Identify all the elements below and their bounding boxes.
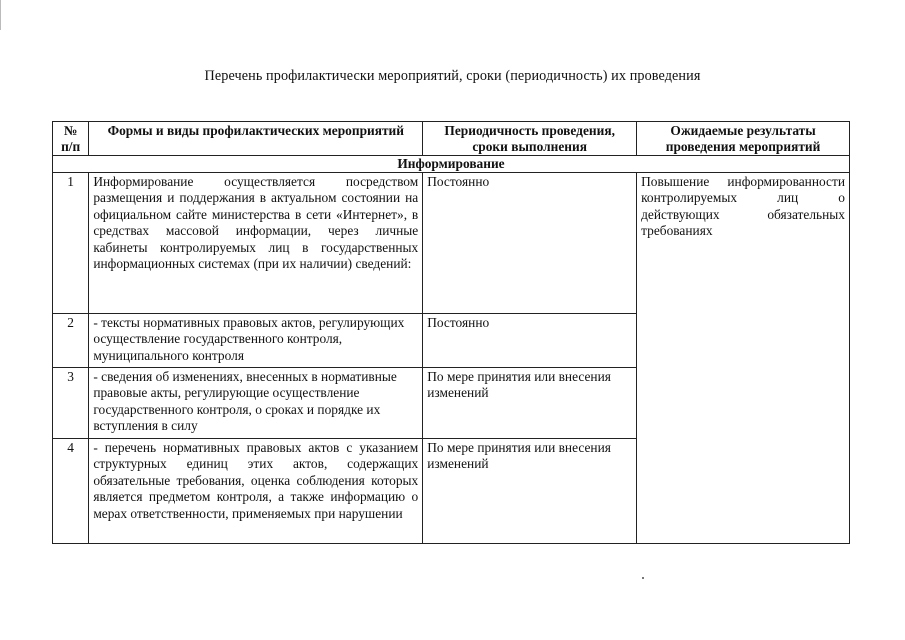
section-title: Информирование [53,156,850,173]
table-header-row [53,122,850,156]
table-row [53,173,850,314]
header-result: Ожидаемые результаты проведения мероприятий [637,122,850,156]
header-num: № п/п [53,122,89,156]
row-num: 2 [53,314,89,368]
page-title: Перечень профилактически мероприятий, сроки (периодичность) их проведения [204,68,701,84]
row-period: По мере принятия или внесения изменений [423,439,637,544]
row-text: - перечень нормативных правовых актов с указанием структурных единиц этих актов, содержащих обязательные требования, оценка соблюдения которых является предметом контроля, а также информацию о мерах ответственности, применяемых при нарушении [93,440,419,521]
row-text: - сведения об изменениях, внесенных в нормативные правовые акты, регулирующие осуществление государственного контроля, о сроках и порядке их вступления в силу [89,368,423,439]
row-text: Информирование осуществляется посредством размещения и поддержания в актуальном состоянии на официальном сайте министерства в сети «Интернет», в средствах массовой информации, через личные кабинеты контролируемых лиц в государственных информационных системах (при их наличии) сведений: [89,173,423,314]
scan-edge-mark [0,0,1,30]
row-period: Постоянно [423,314,637,368]
header-forms: Формы и виды профилактических мероприятий [89,122,423,156]
row-num: 3 [53,368,89,439]
scan-dot [642,577,644,579]
measures-table [52,121,850,544]
row-period: По мере принятия или внесения изменений [423,368,637,439]
row-period: Постоянно [423,173,637,314]
header-period: Периодичность проведения, сроки выполнения [423,122,637,156]
row-text: - тексты нормативных правовых актов, регулирующих осуществление государственного контроля, муниципального контроля [89,314,423,368]
row-num: 1 [53,173,89,314]
expected-result: Повышение информированности контролируемых лиц о действующих обязательных требованиях [637,173,850,544]
row-text-cell [89,439,423,544]
section-row [53,156,850,173]
row-num: 4 [53,439,89,544]
